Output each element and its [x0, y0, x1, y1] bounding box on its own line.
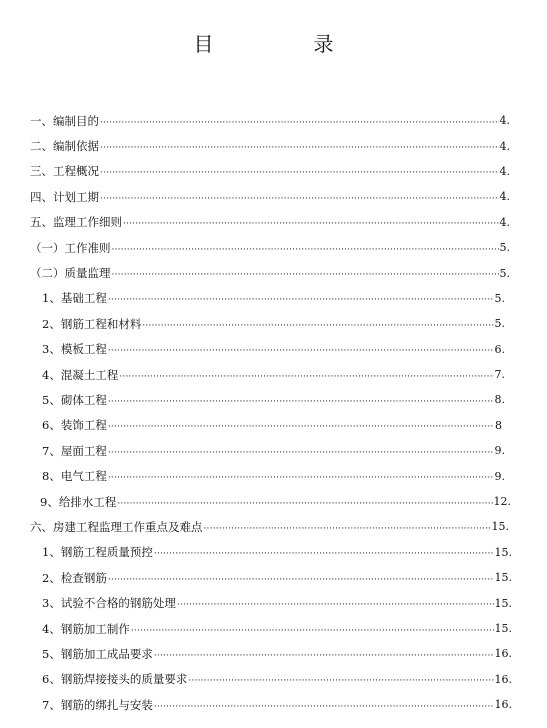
toc-entry[interactable] [0, 159, 547, 184]
toc-entry-label: 三、工程概况 [30, 164, 99, 179]
toc-entry-label: （一）工作准则 [30, 240, 111, 255]
toc-entry[interactable] [0, 641, 547, 666]
toc-leader-dots [177, 596, 494, 610]
toc-entry[interactable] [0, 387, 547, 412]
toc-leader-dots [112, 241, 499, 255]
toc-leader-dots [108, 571, 494, 585]
toc-entry[interactable] [0, 616, 547, 641]
toc-entry-label: 6、钢筋焊接接头的质量要求 [42, 672, 188, 687]
toc-entry[interactable] [0, 489, 547, 514]
toc-entry[interactable] [0, 692, 547, 717]
toc-leader-dots [188, 672, 493, 686]
toc-entry-label: 五、监理工作细则 [30, 215, 122, 230]
toc-entry-label: 2、钢筋工程和材料 [42, 316, 142, 331]
toc-entry[interactable] [0, 590, 547, 615]
toc-entry-page: 6. [494, 342, 505, 356]
toc-entry-label: 7、钢筋的绑扎与安装 [42, 697, 153, 712]
toc-entry-label: 2、检查钢筋 [42, 570, 107, 585]
toc-leader-dots [154, 698, 494, 712]
toc-entry-page: 15. [494, 545, 512, 559]
toc-entry-page: 15. [494, 622, 512, 635]
toc-entry-label: 4、钢筋加工制作 [42, 621, 130, 636]
toc-entry-page: 5. [494, 291, 505, 305]
toc-entry-label: 二、编制依据 [30, 139, 99, 154]
toc-leader-dots [100, 139, 499, 153]
toc-entry[interactable] [0, 463, 547, 488]
toc-entry-page: 9. [494, 444, 505, 458]
toc-entry[interactable] [0, 210, 547, 235]
toc-entry[interactable] [0, 565, 547, 590]
toc-entry-page: 12. [493, 495, 511, 509]
toc-entry[interactable] [0, 438, 547, 463]
toc-leader-dots [117, 495, 492, 509]
toc-entry[interactable] [0, 667, 547, 692]
toc-leader-dots [108, 291, 494, 305]
toc-entry-page: 5. [494, 317, 505, 331]
toc-entry-page: 4. [499, 215, 510, 229]
toc-leader-dots [108, 342, 494, 356]
toc-entry-page: 4. [499, 139, 510, 153]
toc-entry-label: 7、屋面工程 [42, 443, 107, 458]
toc-entry-page: 15. [491, 520, 509, 534]
toc-entry-label: 六、房建工程监理工作重点及难点 [30, 519, 203, 534]
toc-leader-dots [112, 266, 499, 280]
toc-entry[interactable] [0, 362, 547, 387]
toc-entry[interactable] [0, 540, 547, 565]
toc-entry-page: 16. [494, 647, 512, 661]
toc-entry[interactable] [0, 184, 547, 209]
toc-leader-dots [142, 317, 493, 331]
toc-entry-label: 5、砌体工程 [42, 392, 107, 407]
toc-leader-dots [123, 215, 499, 229]
toc-entry-page: 4. [499, 190, 510, 204]
toc-entry[interactable] [0, 311, 547, 336]
toc-leader-dots [154, 647, 494, 661]
toc-entry-label: 5、钢筋加工成品要求 [42, 646, 153, 661]
toc-entry-page: 16. [494, 698, 512, 712]
toc-leader-dots [108, 444, 494, 458]
toc-entry-label: 1、钢筋工程质量预控 [42, 545, 153, 560]
toc-entry-page: 9. [494, 469, 505, 483]
toc-leader-dots [204, 520, 491, 534]
toc-entry-page: 15. [494, 571, 512, 585]
table-of-contents [0, 108, 547, 717]
page-title: 目 录 [193, 32, 374, 56]
toc-entry-page: 7. [494, 368, 505, 382]
toc-entry[interactable] [0, 133, 547, 158]
toc-entry[interactable] [0, 260, 547, 285]
toc-entry-label: 3、试验不合格的钢筋处理 [42, 596, 176, 611]
toc-leader-dots [108, 418, 494, 432]
toc-entry-page: 16. [494, 672, 512, 686]
toc-entry-label: 1、基础工程 [42, 291, 107, 306]
toc-entry-label: 四、计划工期 [30, 189, 99, 204]
toc-leader-dots [100, 190, 499, 204]
toc-leader-dots [108, 393, 494, 407]
toc-entry-label: 8、电气工程 [42, 469, 107, 484]
toc-entry-label: 9、给排水工程 [40, 494, 117, 509]
toc-entry-page: 8. [494, 393, 505, 407]
toc-leader-dots [100, 164, 499, 178]
toc-entry-page: 5. [499, 266, 510, 280]
toc-leader-dots [119, 368, 493, 382]
toc-leader-dots [108, 469, 494, 483]
toc-entry[interactable] [0, 337, 547, 362]
toc-entry[interactable] [0, 514, 547, 539]
toc-entry-label: （二）质量监理 [30, 266, 111, 281]
toc-entry[interactable] [0, 235, 547, 260]
toc-entry-page: 15. [494, 596, 512, 610]
toc-entry-label: 一、编制目的 [30, 113, 99, 128]
toc-leader-dots [100, 114, 499, 128]
toc-entry[interactable] [0, 108, 547, 133]
toc-entry-label: 3、模板工程 [42, 342, 107, 357]
toc-entry[interactable] [0, 413, 547, 438]
toc-entry[interactable] [0, 286, 547, 311]
toc-leader-dots [154, 545, 494, 559]
toc-leader-dots [131, 622, 494, 636]
toc-entry-label: 4、混凝土工程 [42, 367, 119, 382]
toc-entry-label: 6、装饰工程 [42, 418, 107, 433]
toc-entry-page: 4. [499, 114, 510, 128]
toc-entry-page: 5. [499, 241, 510, 255]
toc-entry-page: 8 [495, 418, 502, 432]
toc-entry-page: 4. [499, 164, 510, 178]
